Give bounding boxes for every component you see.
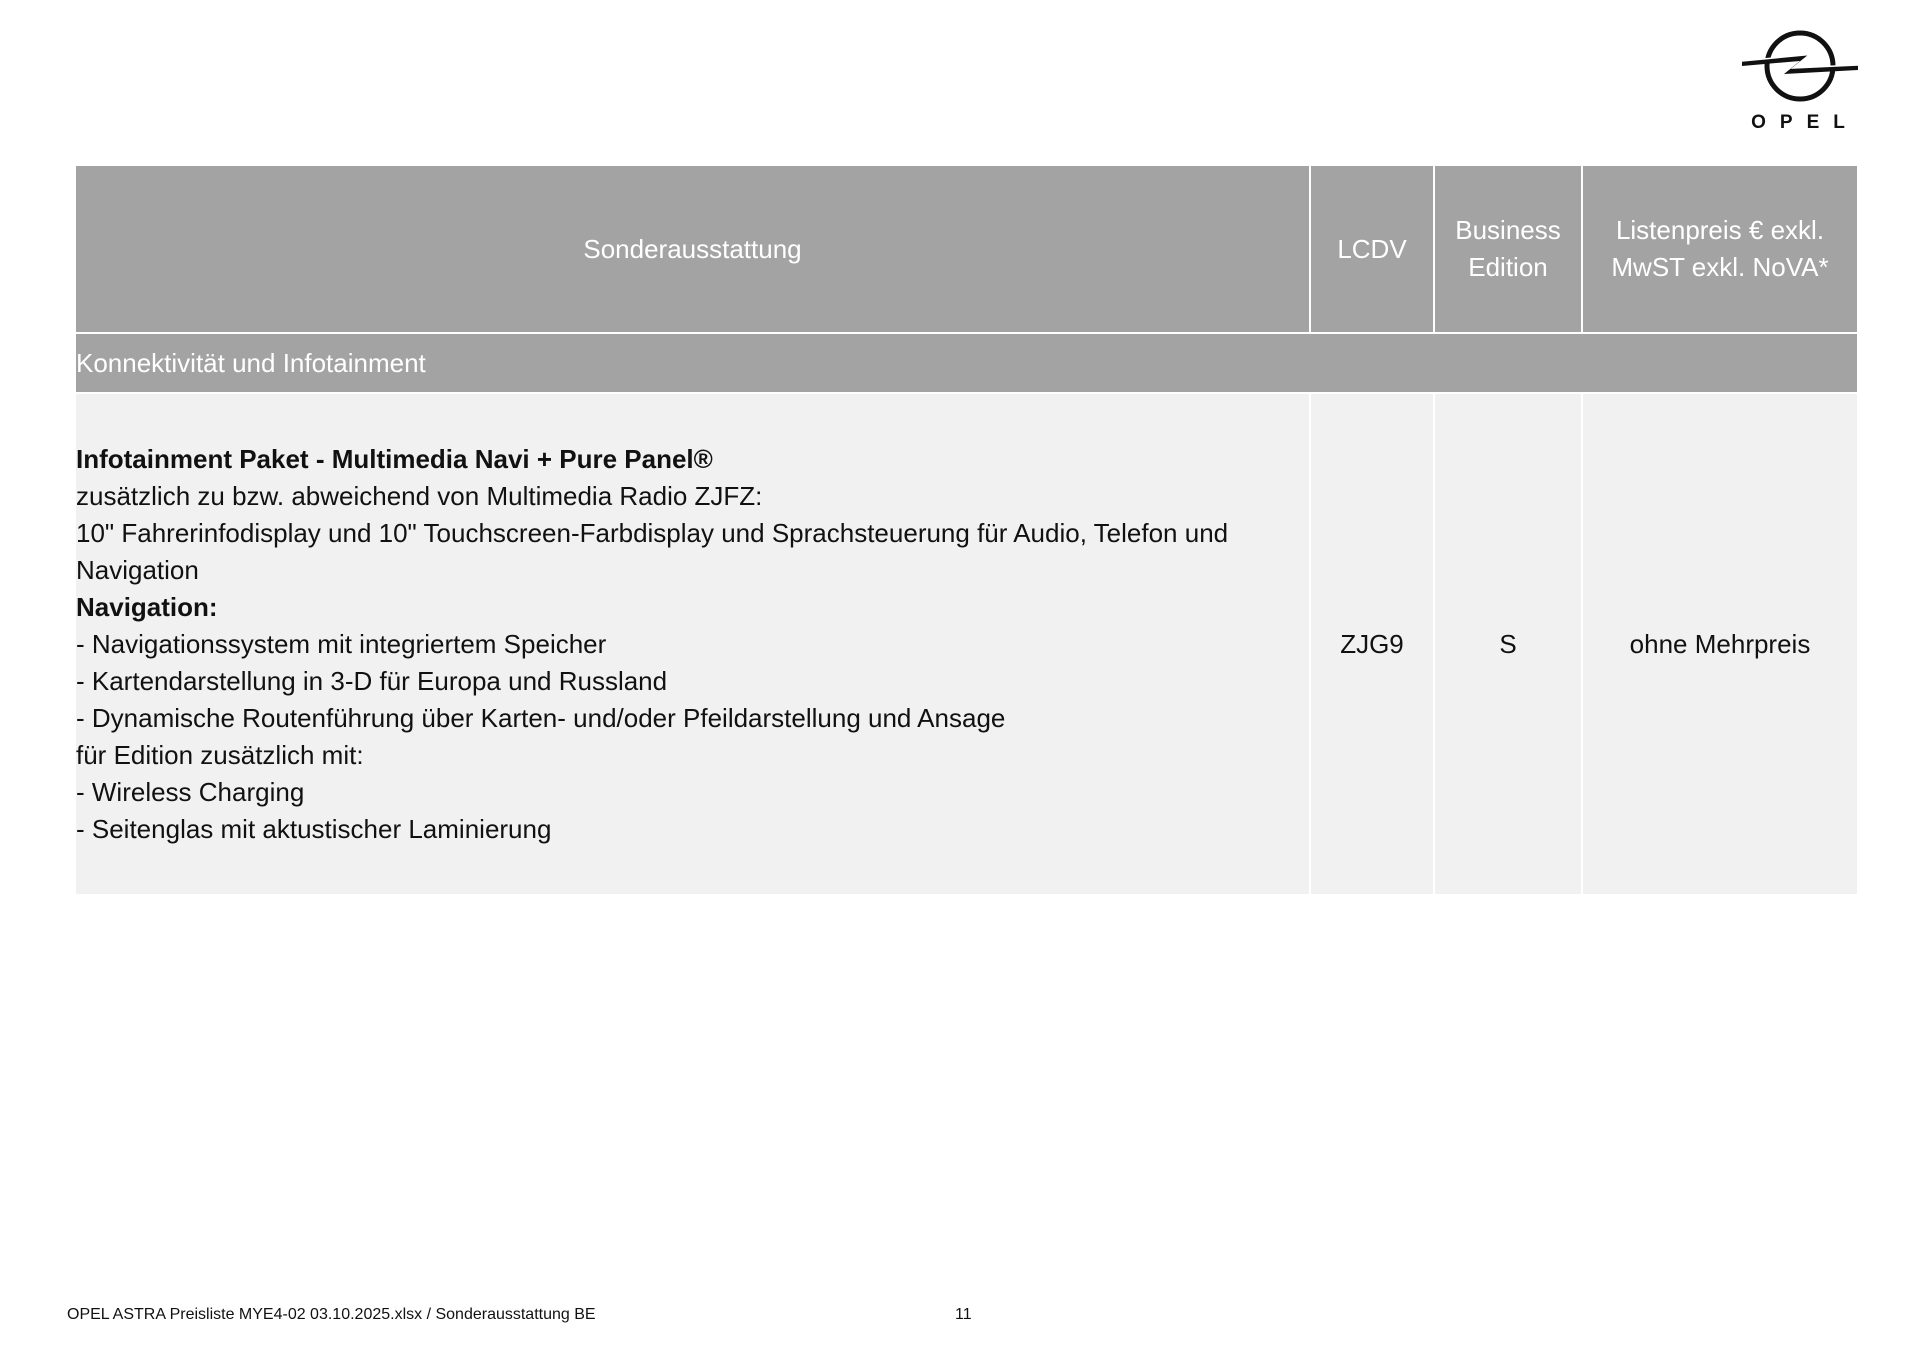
equipment-title: Infotainment Paket - Multimedia Navi + Pure Panel® bbox=[76, 443, 713, 474]
description-line: - Kartendarstellung in 3-D für Europa und Russland bbox=[76, 665, 668, 696]
description-line: zusätzlich zu bzw. abweichend von Multimedia Radio ZJFZ: bbox=[76, 480, 763, 511]
opel-blitz-icon bbox=[1740, 28, 1860, 106]
header-listenpreis-line2: MwST exkl. NoVA* bbox=[1611, 252, 1829, 282]
equipment-description bbox=[75, 393, 1310, 895]
header-lcdv: LCDV bbox=[1310, 165, 1434, 333]
header-listenpreis-line1: Listenpreis € exkl. bbox=[1615, 215, 1825, 245]
price-value: ohne Mehrpreis bbox=[1582, 393, 1858, 895]
footer-file-info: OPEL ASTRA Preisliste MYE4-02 03.10.2025.xlsx / Sonderausstattung BE bbox=[67, 1306, 596, 1323]
description-line: - Navigationssystem mit integriertem Speicher bbox=[76, 628, 607, 659]
section-row bbox=[75, 333, 1858, 393]
business-edition-value: S bbox=[1434, 393, 1582, 895]
header-business-edition-line1: Business bbox=[1455, 215, 1561, 245]
description-line: - Wireless Charging bbox=[76, 776, 305, 807]
header-listenpreis bbox=[1582, 165, 1858, 333]
lcdv-code: ZJG9 bbox=[1310, 393, 1434, 895]
header-business-edition bbox=[1434, 165, 1582, 333]
description-line: Navigation bbox=[76, 554, 199, 585]
opel-logo bbox=[1740, 28, 1860, 138]
section-title: Konnektivität und Infotainment bbox=[75, 333, 1858, 393]
description-line: - Dynamische Routenführung über Karten- und/oder Pfeildarstellung und Ansage bbox=[76, 702, 1006, 733]
header-sonderausstattung: Sonderausstattung bbox=[75, 165, 1310, 333]
page-number: 11 bbox=[955, 1306, 972, 1323]
description-line: - Seitenglas mit aktustischer Laminierung bbox=[76, 813, 552, 844]
navigation-heading: Navigation: bbox=[76, 591, 218, 622]
description-line: für Edition zusätzlich mit: bbox=[76, 739, 364, 770]
description-line: 10" Fahrerinfodisplay und 10" Touchscreen-Farbdisplay und Sprachsteuerung für Audio, Telefon und bbox=[76, 517, 1229, 548]
table-row bbox=[75, 393, 1858, 895]
header-business-edition-line2: Edition bbox=[1468, 252, 1548, 282]
equipment-table bbox=[74, 164, 1859, 896]
table-header-row bbox=[75, 165, 1858, 333]
logo-wordmark: OPEL bbox=[1751, 112, 1859, 133]
